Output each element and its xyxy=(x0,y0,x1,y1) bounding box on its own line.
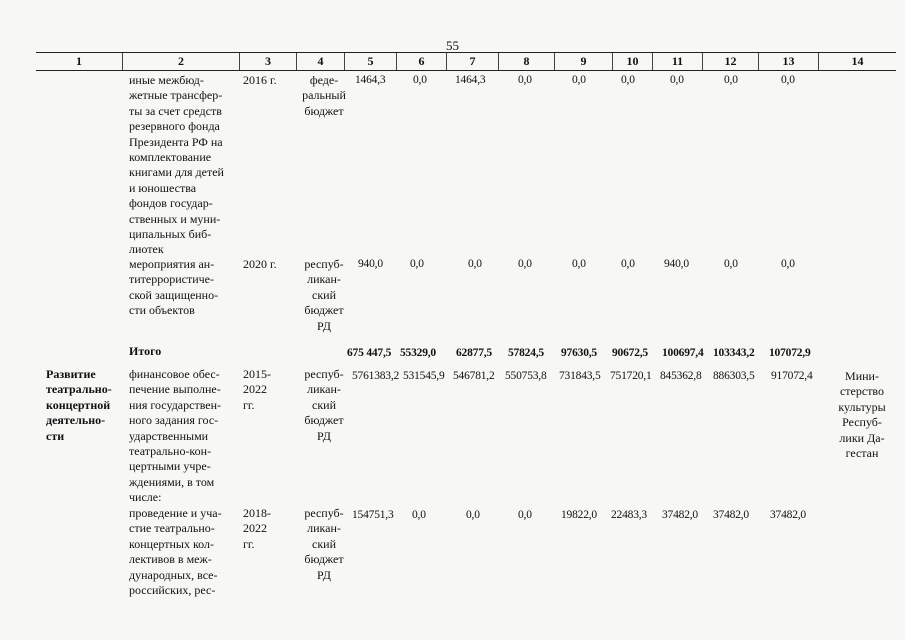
column-header-10: 10 xyxy=(612,53,652,70)
row-reserve-fund-col9: 0,0 xyxy=(572,74,586,86)
row-participation-col12: 37482,0 xyxy=(713,509,749,521)
row-theater-col10: 751720,1 xyxy=(610,370,652,382)
row-antiterror-col6: 0,0 xyxy=(410,258,424,270)
row-theater-executor: Мини- стерство культуры Респуб- лики Да- гестан xyxy=(838,369,886,461)
row-participation-col6: 0,0 xyxy=(412,509,426,521)
row-antiterror-source: респуб- ликан- ский бюджет РД xyxy=(304,257,344,333)
row-reserve-fund-col5: 1464,3 xyxy=(355,74,386,86)
row-theater-col7: 546781,2 xyxy=(453,370,495,382)
row-reserve-fund-col7: 1464,3 xyxy=(455,74,486,86)
row-total-col6: 55329,0 xyxy=(400,347,436,359)
row-reserve-fund-source: феде- ральный бюджет xyxy=(302,73,346,118)
row-antiterror-col12: 0,0 xyxy=(724,258,738,270)
row-reserve-fund-year: 2016 г. xyxy=(243,73,277,87)
page-number: 55 xyxy=(446,38,459,53)
row-antiterror-col11: 940,0 xyxy=(664,258,689,270)
row-total-col8: 57824,5 xyxy=(508,347,544,359)
column-header-14: 14 xyxy=(818,53,896,70)
row-reserve-fund-col12: 0,0 xyxy=(724,74,738,86)
row-antiterror-col13: 0,0 xyxy=(781,258,795,270)
row-theater-col6: 531545,9 xyxy=(403,370,445,382)
column-header-5: 5 xyxy=(344,53,396,70)
row-reserve-fund-col13: 0,0 xyxy=(781,74,795,86)
row-participation-col8: 0,0 xyxy=(518,509,532,521)
row-theater-col12: 886303,5 xyxy=(713,370,755,382)
section-title-theater: Развитие театрально- концертной деятельно- сти xyxy=(46,367,112,443)
row-participation-col13: 37482,0 xyxy=(770,509,806,521)
row-antiterror-description: мероприятия ан- титеррористиче- ской защищенно- сти объектов xyxy=(129,257,219,318)
row-theater-col9: 731843,5 xyxy=(559,370,601,382)
row-reserve-fund-col11: 0,0 xyxy=(670,74,684,86)
column-header-8: 8 xyxy=(498,53,554,70)
column-header-11: 11 xyxy=(652,53,702,70)
row-participation-col7: 0,0 xyxy=(466,509,480,521)
column-header-7: 7 xyxy=(446,53,498,70)
row-antiterror-col10: 0,0 xyxy=(621,258,635,270)
row-participation-source: респуб- ликан- ский бюджет РД xyxy=(304,506,344,582)
row-total-col13: 107072,9 xyxy=(769,347,811,359)
row-reserve-fund-description: иные межбюд- жетные трансфер- ты за счет средств резервного фонда Президента РФ на комплектование книгами для детей и юношества фондов государ- ственных и муни- ципальных биб- лиотек xyxy=(129,73,224,257)
row-participation-description: проведение и уча- стие театрально- концертных кол- лективов в меж- дународных, все- российских, рес- xyxy=(129,506,222,598)
column-header-4: 4 xyxy=(296,53,344,70)
row-theater-source: респуб- ликан- ский бюджет РД xyxy=(304,367,344,443)
column-header-3: 3 xyxy=(239,53,296,70)
row-theater-col8: 550753,8 xyxy=(505,370,547,382)
row-total-col12: 103343,2 xyxy=(713,347,755,359)
column-header-1: 1 xyxy=(76,54,82,68)
column-header-13: 13 xyxy=(758,53,818,70)
row-total-col5: 675 447,5 xyxy=(347,347,392,359)
column-header-12: 12 xyxy=(702,53,758,70)
row-antiterror-col9: 0,0 xyxy=(572,258,586,270)
row-reserve-fund-col6: 0,0 xyxy=(413,74,427,86)
row-participation-col10: 22483,3 xyxy=(611,509,647,521)
row-theater-col5: 5761383,2 xyxy=(352,370,400,382)
row-total-label: Итого xyxy=(129,344,162,358)
row-total-col9: 97630,5 xyxy=(561,347,597,359)
row-antiterror-col8: 0,0 xyxy=(518,258,532,270)
row-theater-year: 2015- 2022 гг. xyxy=(243,367,271,412)
table-header xyxy=(36,52,896,71)
column-header-6: 6 xyxy=(396,53,446,70)
row-total-col7: 62877,5 xyxy=(456,347,492,359)
row-antiterror-col7: 0,0 xyxy=(468,258,482,270)
row-total-col10: 90672,5 xyxy=(612,347,648,359)
row-antiterror-year: 2020 г. xyxy=(243,257,277,271)
row-reserve-fund-col10: 0,0 xyxy=(621,74,635,86)
row-antiterror-col5: 940,0 xyxy=(358,258,383,270)
column-header-9: 9 xyxy=(554,53,612,70)
column-header-2: 2 xyxy=(122,53,239,70)
row-theater-description: финансовое обес- печение выполне- ния государствен- ного задания гос- ударственными театрально-кон- цертными учре- ждениями, в том числе: xyxy=(129,367,222,505)
row-total-col11: 100697,4 xyxy=(662,347,704,359)
row-reserve-fund-col8: 0,0 xyxy=(518,74,532,86)
row-participation-col9: 19822,0 xyxy=(561,509,597,521)
row-theater-col11: 845362,8 xyxy=(660,370,702,382)
row-participation-col5: 154751,3 xyxy=(352,509,394,521)
row-participation-year: 2018- 2022 гг. xyxy=(243,506,271,551)
row-theater-col13: 917072,4 xyxy=(771,370,813,382)
row-participation-col11: 37482,0 xyxy=(662,509,698,521)
